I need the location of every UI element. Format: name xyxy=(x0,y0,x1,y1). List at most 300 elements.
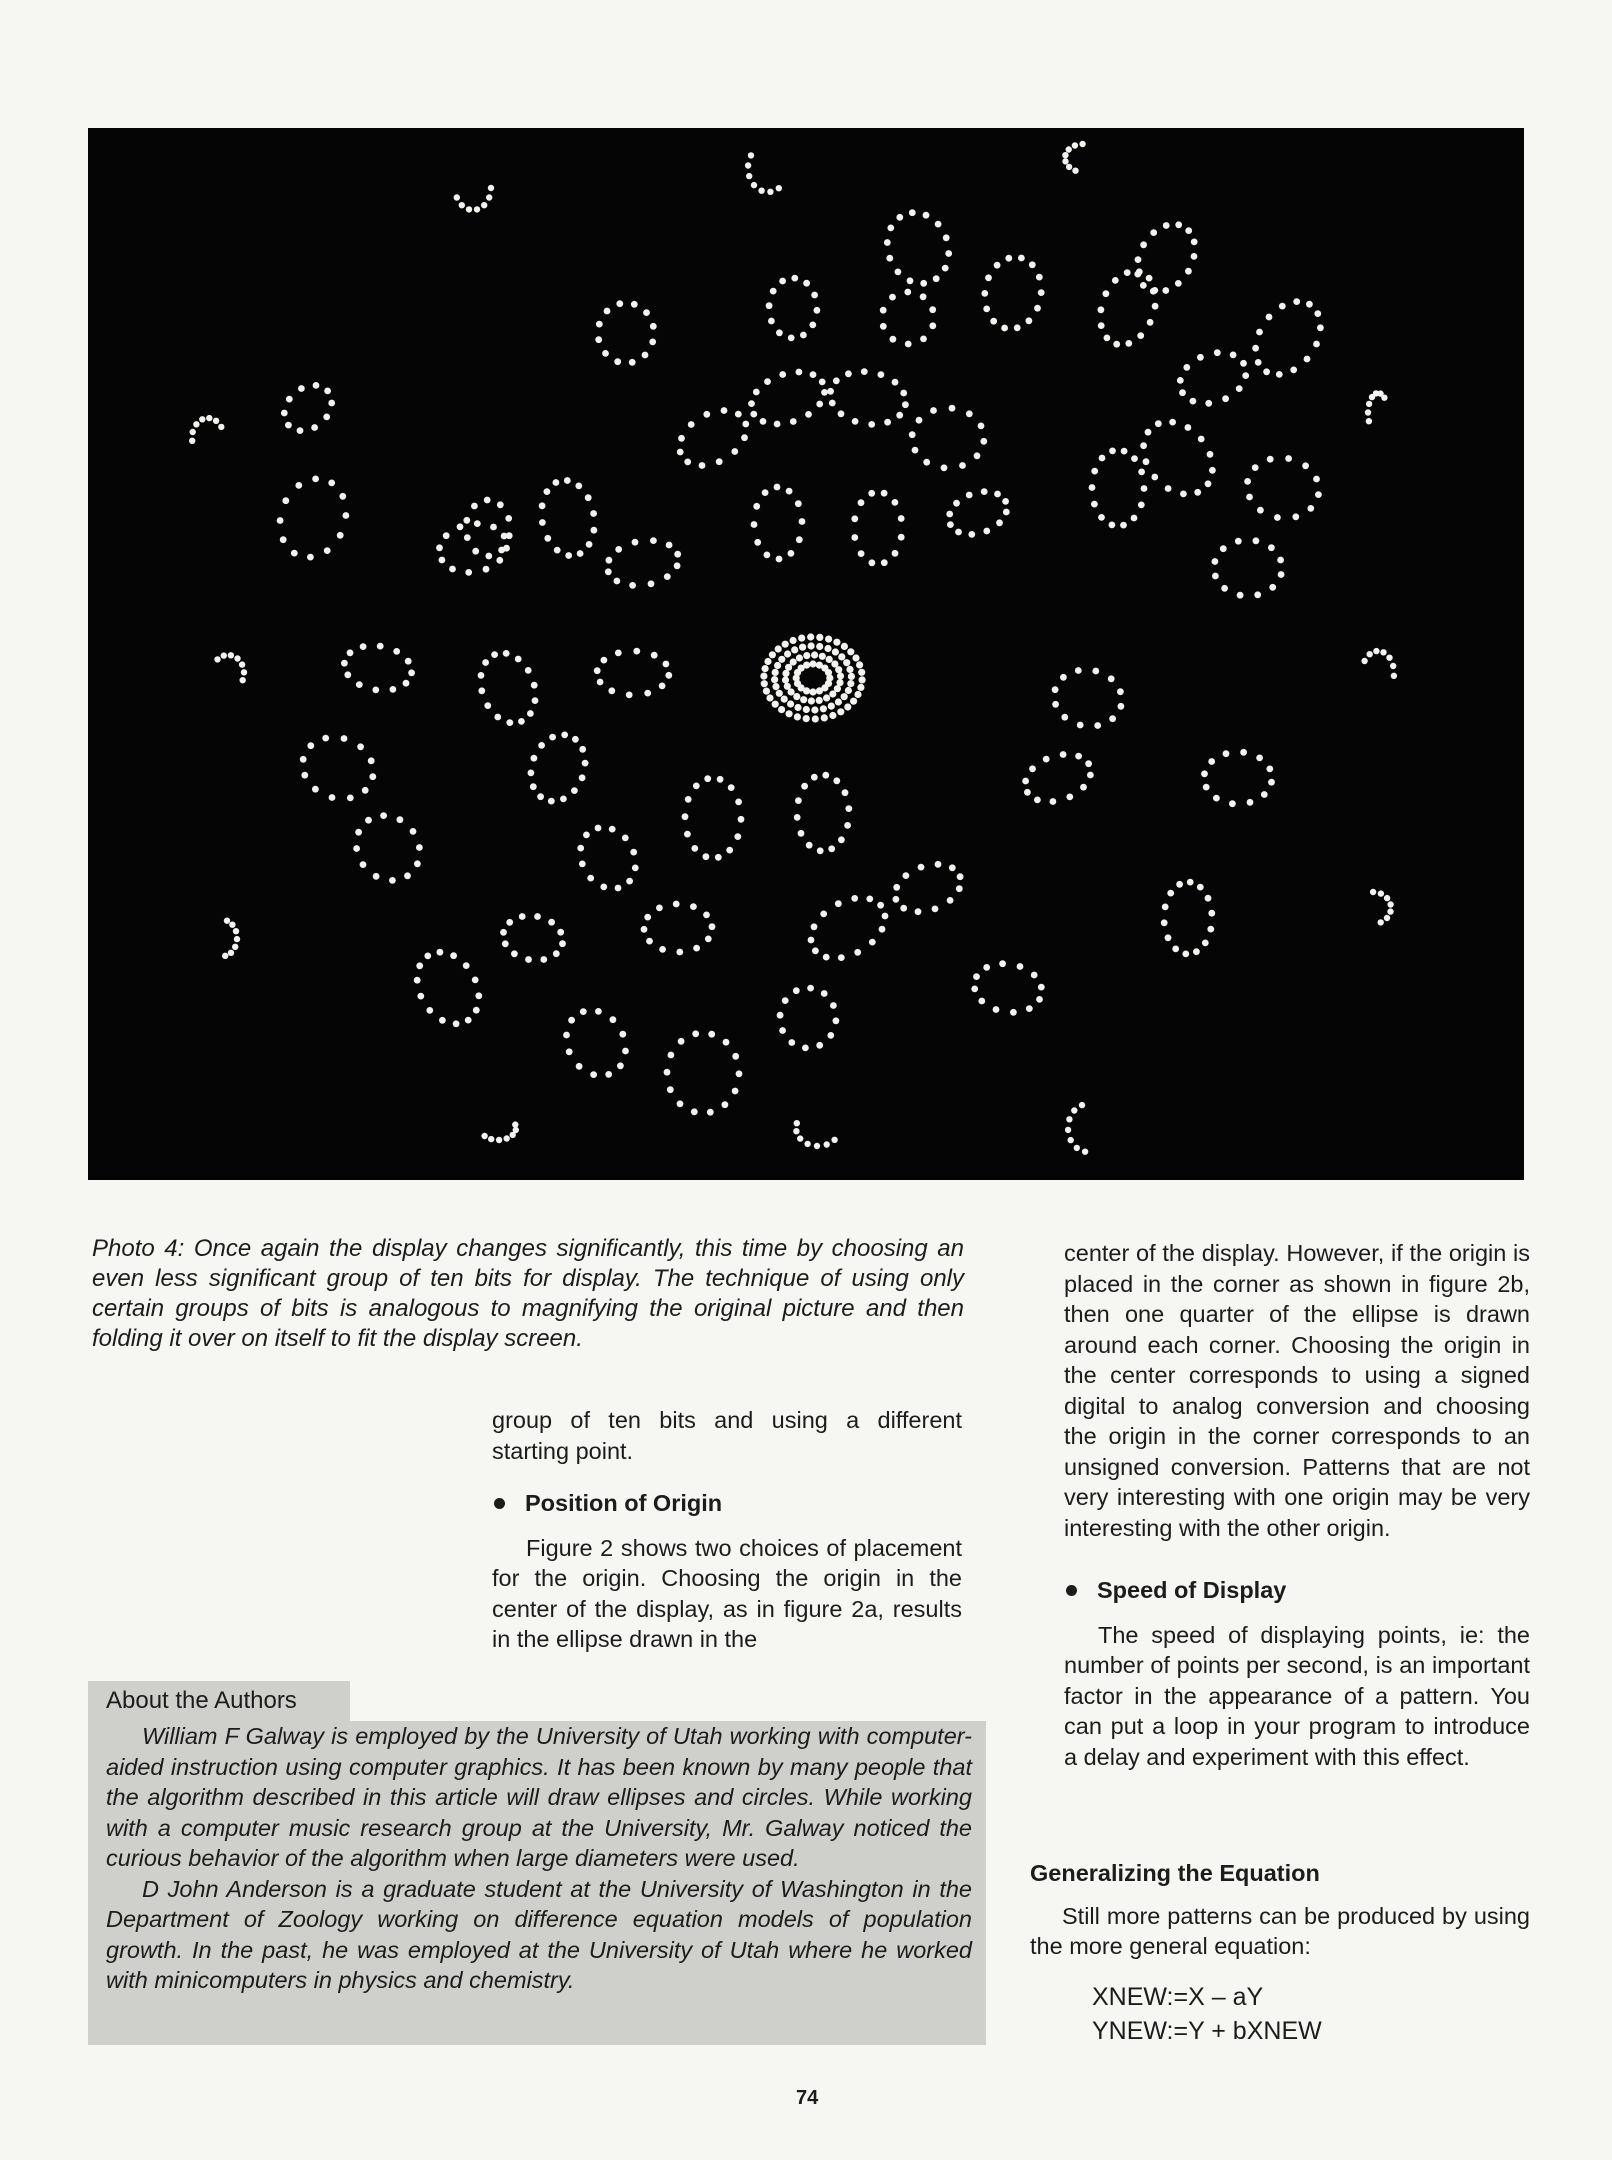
pattern-dot xyxy=(893,896,900,903)
pattern-dot xyxy=(594,667,601,674)
pattern-dot xyxy=(1378,890,1384,896)
pattern-dot xyxy=(830,1002,837,1009)
position-of-origin-paragraph: Figure 2 shows two choices of placement for the origin. Choosing the origin in the center of the display, as in figure 2a, results in the ellipse drawn in the xyxy=(492,1534,962,1652)
pattern-dot xyxy=(544,535,551,542)
pattern-dot xyxy=(577,550,584,557)
pattern-dot xyxy=(1302,462,1309,469)
pattern-dot xyxy=(1366,401,1372,407)
pattern-dot xyxy=(869,559,876,566)
pattern-dot xyxy=(596,321,603,328)
pattern-dot xyxy=(768,318,775,325)
pattern-dot xyxy=(981,488,988,495)
pattern-dot xyxy=(360,643,367,650)
pattern-dot xyxy=(510,1132,516,1138)
pattern-dot xyxy=(721,407,728,414)
pattern-dot xyxy=(1269,584,1276,591)
pattern-dot xyxy=(355,829,362,836)
pattern-dot xyxy=(947,521,954,528)
pattern-dot xyxy=(1079,141,1085,147)
pattern-dot xyxy=(717,776,724,783)
pattern-dot xyxy=(408,669,415,676)
pattern-dot xyxy=(734,833,741,840)
pattern-dot xyxy=(1391,673,1397,679)
pattern-dot xyxy=(1194,489,1201,496)
dotted-ellipse-photo xyxy=(88,128,1524,1180)
pattern-dot xyxy=(1222,395,1229,402)
pattern-dot xyxy=(297,427,304,434)
pattern-dot xyxy=(291,550,298,557)
pattern-dot xyxy=(1005,255,1012,262)
pattern-dot xyxy=(277,517,284,524)
pattern-dot xyxy=(1034,305,1041,312)
pattern-dot xyxy=(626,692,633,699)
pattern-dot xyxy=(753,389,760,396)
pattern-dot xyxy=(532,697,539,704)
pattern-dot xyxy=(732,1088,739,1095)
pattern-dot xyxy=(1293,298,1300,305)
pattern-dot xyxy=(835,666,842,673)
speed-of-display-paragraph: The speed of displaying points, ie: the number of points per second, is an important factor in the appearance of a pattern. You can put a loop in your program to introduce a delay and experiment with this effect. xyxy=(1064,1621,1530,1770)
pattern-dot xyxy=(1052,686,1059,693)
pattern-dot xyxy=(564,477,571,484)
pattern-dot xyxy=(615,885,622,892)
pattern-dot xyxy=(1203,784,1210,791)
pattern-dot xyxy=(887,225,894,232)
pattern-dot xyxy=(285,422,292,429)
pattern-dot xyxy=(751,521,758,528)
pattern-dot xyxy=(519,913,526,920)
pattern-dot xyxy=(566,1048,573,1055)
pattern-dot xyxy=(808,642,815,649)
pattern-dot xyxy=(994,262,1001,269)
pattern-dot xyxy=(630,849,637,856)
pattern-dot xyxy=(1080,784,1087,791)
pattern-dot xyxy=(341,735,348,742)
pattern-dot xyxy=(968,531,975,538)
pattern-dot xyxy=(483,566,490,573)
pattern-dot xyxy=(851,534,858,541)
pattern-dot xyxy=(820,705,827,712)
pattern-dot xyxy=(241,669,247,675)
pattern-dot xyxy=(827,1032,834,1039)
pattern-dot xyxy=(760,673,767,680)
pattern-dot xyxy=(838,653,845,660)
pattern-dot xyxy=(705,936,712,943)
pattern-dot xyxy=(787,700,794,707)
pattern-dot xyxy=(606,557,613,564)
pattern-dot xyxy=(1161,919,1168,926)
pattern-dot xyxy=(531,755,538,762)
pattern-dot xyxy=(764,658,771,665)
pattern-dot xyxy=(929,306,936,313)
pattern-dot xyxy=(909,209,916,216)
pattern-dot xyxy=(324,547,331,554)
pattern-dot xyxy=(633,648,640,655)
pattern-dot xyxy=(629,582,636,589)
pattern-dot xyxy=(811,292,818,299)
pattern-dot xyxy=(1390,663,1396,669)
pattern-dot xyxy=(472,977,479,984)
author-bio-galway: William F Galway is employed by the University of Utah working with computer-aided instruction using computer graphics. It has been known by many people that the algorithm described in this article will draw ellipses and circles. While working with a computer music research group at the University, Mr. Galway noticed the curious behavior of the algorithm when large diameters were used. xyxy=(106,1723,972,1871)
pattern-dot xyxy=(595,1008,602,1015)
pattern-dot xyxy=(474,520,481,527)
pattern-dot xyxy=(1113,341,1120,348)
pattern-dot xyxy=(488,1136,494,1142)
pattern-dot xyxy=(650,323,657,330)
pattern-dot xyxy=(735,799,742,806)
pattern-dot xyxy=(748,152,754,158)
pattern-dot xyxy=(1208,758,1215,765)
pattern-dot xyxy=(816,687,823,694)
pattern-dot xyxy=(784,683,791,690)
pattern-dot xyxy=(597,679,604,686)
pattern-dot xyxy=(790,418,797,425)
pattern-dot xyxy=(1254,591,1261,598)
pattern-dot xyxy=(642,352,649,359)
pattern-dot xyxy=(1387,908,1393,914)
pattern-dot xyxy=(1176,881,1183,888)
pattern-dot xyxy=(234,936,240,942)
pattern-dot xyxy=(1256,329,1263,336)
pattern-dot xyxy=(1185,227,1192,234)
pattern-dot xyxy=(615,650,622,657)
equation-block xyxy=(1092,1980,1530,2048)
pattern-dot xyxy=(823,954,830,961)
pattern-dot xyxy=(726,847,733,854)
pattern-dot xyxy=(811,706,818,713)
pattern-dot xyxy=(886,255,893,262)
pattern-dot xyxy=(1236,385,1243,392)
pattern-dot xyxy=(504,1135,510,1141)
pattern-dot xyxy=(884,239,891,246)
pattern-dot xyxy=(1267,456,1274,463)
pattern-dot xyxy=(663,661,670,668)
pattern-dot xyxy=(703,411,710,418)
pattern-dot xyxy=(298,385,305,392)
right-column xyxy=(1064,1238,1530,1772)
pattern-dot xyxy=(827,388,834,395)
pattern-dot xyxy=(629,359,636,366)
pattern-dot xyxy=(723,1039,730,1046)
pattern-dot xyxy=(1003,509,1010,516)
pattern-dot xyxy=(622,1048,629,1055)
pattern-dot xyxy=(1112,277,1119,284)
pattern-dot xyxy=(812,947,819,954)
pattern-dot xyxy=(748,400,755,407)
pattern-dot xyxy=(996,519,1003,526)
pattern-dot xyxy=(1197,884,1204,891)
pattern-dot xyxy=(1381,395,1387,401)
pattern-dot xyxy=(300,756,307,763)
pattern-dot xyxy=(837,708,844,715)
pattern-dot xyxy=(809,688,816,695)
pattern-dot xyxy=(490,524,497,531)
pattern-dot xyxy=(463,962,470,969)
pattern-dot xyxy=(881,490,888,497)
pattern-dot xyxy=(772,701,779,708)
pattern-dot xyxy=(707,1109,714,1116)
pattern-dot xyxy=(548,798,555,805)
pattern-dot xyxy=(641,926,648,933)
pattern-dot xyxy=(898,534,905,541)
pattern-dot xyxy=(622,835,629,842)
pattern-dot xyxy=(1026,317,1033,324)
pattern-dot xyxy=(742,421,749,428)
pattern-dot xyxy=(282,497,289,504)
pattern-dot xyxy=(337,532,344,539)
pattern-dot xyxy=(811,651,818,658)
pattern-dot xyxy=(745,162,751,168)
pattern-dot xyxy=(1266,314,1273,321)
pattern-dot xyxy=(1242,372,1249,379)
pattern-dot xyxy=(771,676,778,683)
pattern-dot xyxy=(868,490,875,497)
pattern-dot xyxy=(778,706,785,713)
pattern-dot xyxy=(1029,261,1036,268)
pattern-dot xyxy=(1183,364,1190,371)
pattern-dot xyxy=(803,715,810,722)
pattern-dot xyxy=(544,488,551,495)
pattern-dot xyxy=(1094,722,1101,729)
pattern-dot xyxy=(1214,349,1221,356)
pattern-dot xyxy=(1147,319,1154,326)
pattern-dot xyxy=(845,370,852,377)
pattern-dot xyxy=(764,552,771,559)
pattern-dot xyxy=(929,322,936,329)
pattern-dot xyxy=(793,693,800,700)
pattern-dot xyxy=(189,438,195,444)
pattern-dot xyxy=(1209,467,1216,474)
pattern-dot xyxy=(880,323,887,330)
pattern-dot xyxy=(762,489,769,496)
pattern-dot xyxy=(1150,288,1157,295)
pattern-dot xyxy=(648,580,655,587)
pattern-dot xyxy=(1014,324,1021,331)
pattern-dot xyxy=(1285,455,1292,462)
pattern-dot xyxy=(794,704,801,711)
pattern-dot xyxy=(945,250,952,257)
pattern-dot xyxy=(786,488,793,495)
pattern-dot xyxy=(1145,429,1152,436)
pattern-dot xyxy=(1165,485,1172,492)
pattern-dot xyxy=(684,831,691,838)
pattern-dot xyxy=(1034,797,1041,804)
pattern-dot xyxy=(1010,1009,1017,1016)
pattern-dot xyxy=(728,784,735,791)
pattern-dot xyxy=(782,676,789,683)
pattern-dot xyxy=(846,666,853,673)
pattern-dot xyxy=(454,194,460,200)
pattern-dot xyxy=(801,783,808,790)
pattern-dot xyxy=(805,411,812,418)
pattern-dot xyxy=(1017,963,1024,970)
pattern-dot xyxy=(844,822,851,829)
generalizing-paragraph: Still more patterns can be produced by using the more general equation: xyxy=(1030,1902,1530,1959)
pattern-dot xyxy=(889,294,896,301)
pattern-dot xyxy=(835,900,842,907)
pattern-dot xyxy=(668,1052,675,1059)
pattern-dot xyxy=(774,662,781,669)
pattern-dot xyxy=(538,742,545,749)
pattern-dot xyxy=(1253,537,1260,544)
pattern-dot xyxy=(738,816,745,823)
pattern-dot xyxy=(414,977,421,984)
pattern-dot xyxy=(1370,889,1376,895)
pattern-dot xyxy=(664,1069,671,1076)
pattern-dot xyxy=(932,906,939,913)
pattern-dot xyxy=(1167,890,1174,897)
pattern-dot xyxy=(1255,359,1262,366)
pattern-dot xyxy=(591,527,598,534)
pattern-dot xyxy=(1066,1116,1072,1122)
pattern-dot xyxy=(764,378,771,385)
pattern-dot xyxy=(1290,367,1297,374)
pattern-dot xyxy=(816,643,823,650)
pattern-dot xyxy=(604,308,611,315)
pattern-dot xyxy=(699,462,706,469)
pattern-dot xyxy=(1202,940,1209,947)
pattern-dot xyxy=(703,912,710,919)
pattern-dot xyxy=(488,185,494,191)
pattern-dot xyxy=(1029,765,1036,772)
pattern-dot xyxy=(786,710,793,717)
pattern-dot xyxy=(912,447,919,454)
pattern-dot xyxy=(540,956,547,963)
pattern-dot xyxy=(1052,701,1059,708)
pattern-dot xyxy=(973,973,980,980)
pattern-dot xyxy=(1177,377,1184,384)
pattern-dot xyxy=(806,842,813,849)
photo-caption: Photo 4: Once again the display changes significantly, this time by choosing an even less significant group of ten bits for display. The technique of using only certain groups of bits is analogous to magnifying the original picture and then folding it over on itself to fit the display screen. xyxy=(92,1235,964,1352)
pattern-dot xyxy=(722,1101,729,1108)
pattern-dot xyxy=(1131,455,1138,462)
pattern-dot xyxy=(1138,502,1145,509)
pattern-dot xyxy=(999,960,1006,967)
pattern-dot xyxy=(690,903,697,910)
pattern-dot xyxy=(614,358,621,365)
pattern-dot xyxy=(587,875,594,882)
pattern-dot xyxy=(852,418,859,425)
pattern-dot xyxy=(307,742,314,749)
pattern-dot xyxy=(644,914,651,921)
pattern-dot xyxy=(389,877,396,884)
pattern-dot xyxy=(1098,322,1105,329)
pattern-dot xyxy=(880,307,887,314)
pattern-dot xyxy=(688,421,695,428)
pattern-dot xyxy=(393,648,400,655)
pattern-dot xyxy=(800,696,807,703)
pattern-dot xyxy=(554,547,561,554)
pattern-dot xyxy=(808,937,815,944)
pattern-dot xyxy=(935,861,942,868)
pattern-dot xyxy=(793,987,800,994)
pattern-dot xyxy=(1098,514,1105,521)
pattern-dot xyxy=(449,566,456,573)
pattern-dot xyxy=(796,654,803,661)
pattern-dot xyxy=(746,173,752,179)
pattern-dot xyxy=(643,309,650,316)
pattern-dot xyxy=(858,669,865,676)
pattern-dot xyxy=(844,703,851,710)
pattern-dot xyxy=(484,497,491,504)
pattern-dot xyxy=(576,1063,583,1070)
pattern-dot xyxy=(1193,948,1200,955)
pattern-dot xyxy=(328,400,335,407)
pattern-dot xyxy=(879,926,886,933)
pattern-dot xyxy=(848,673,855,680)
pattern-dot xyxy=(403,680,410,687)
pattern-dot xyxy=(511,950,518,957)
pattern-dot xyxy=(816,401,823,408)
pattern-dot xyxy=(784,650,791,657)
pattern-dot xyxy=(877,902,884,909)
generalizing-heading: Generalizing the Equation xyxy=(1030,1860,1320,1886)
pattern-dot xyxy=(610,1016,617,1023)
pattern-dot xyxy=(1152,303,1159,310)
pattern-dot xyxy=(463,517,470,524)
pattern-dot xyxy=(691,1108,698,1115)
pattern-dot xyxy=(794,713,801,720)
pattern-dot xyxy=(760,418,767,425)
pattern-dot xyxy=(549,734,556,741)
pattern-dot xyxy=(903,872,910,879)
pattern-dot xyxy=(600,884,607,891)
pattern-dot xyxy=(491,651,498,658)
pattern-dot xyxy=(1306,301,1313,308)
pattern-dot xyxy=(595,825,602,832)
pattern-dot xyxy=(822,772,829,779)
pattern-dot xyxy=(577,845,584,852)
pattern-dot xyxy=(568,1017,575,1024)
pattern-dot xyxy=(1061,714,1068,721)
pattern-dot xyxy=(301,772,308,779)
pattern-dot xyxy=(1191,239,1198,246)
pattern-dot xyxy=(1266,766,1273,773)
pattern-dot xyxy=(678,1038,685,1045)
pattern-dot xyxy=(777,1012,784,1019)
pattern-dot xyxy=(1066,146,1072,152)
pattern-dot xyxy=(1221,585,1228,592)
pattern-dot xyxy=(832,648,839,655)
pattern-dot xyxy=(232,944,238,950)
pattern-dot xyxy=(453,1020,460,1027)
pattern-dot xyxy=(1120,522,1127,529)
pattern-dot xyxy=(825,669,832,676)
pattern-dot xyxy=(838,954,845,961)
pattern-dot xyxy=(1066,164,1072,170)
pattern-dot xyxy=(796,536,803,543)
pattern-dot xyxy=(530,783,537,790)
pattern-dot xyxy=(819,379,826,386)
pattern-dot xyxy=(464,534,471,541)
pattern-dot xyxy=(240,677,246,683)
pattern-dot xyxy=(1229,800,1236,807)
pattern-dot xyxy=(1031,972,1038,979)
pattern-dot xyxy=(651,652,658,659)
pattern-dot xyxy=(1104,335,1111,342)
pattern-dot xyxy=(644,690,651,697)
pattern-dot xyxy=(1074,1145,1080,1151)
pattern-dot xyxy=(615,546,622,553)
pattern-dot xyxy=(691,845,698,852)
pattern-dot xyxy=(803,280,810,287)
pattern-dot xyxy=(553,950,560,957)
pattern-dot xyxy=(465,569,472,576)
position-of-origin-heading xyxy=(492,1488,962,1519)
pattern-dot xyxy=(484,702,491,709)
pattern-dot xyxy=(909,431,916,438)
pattern-dot xyxy=(1187,879,1194,886)
